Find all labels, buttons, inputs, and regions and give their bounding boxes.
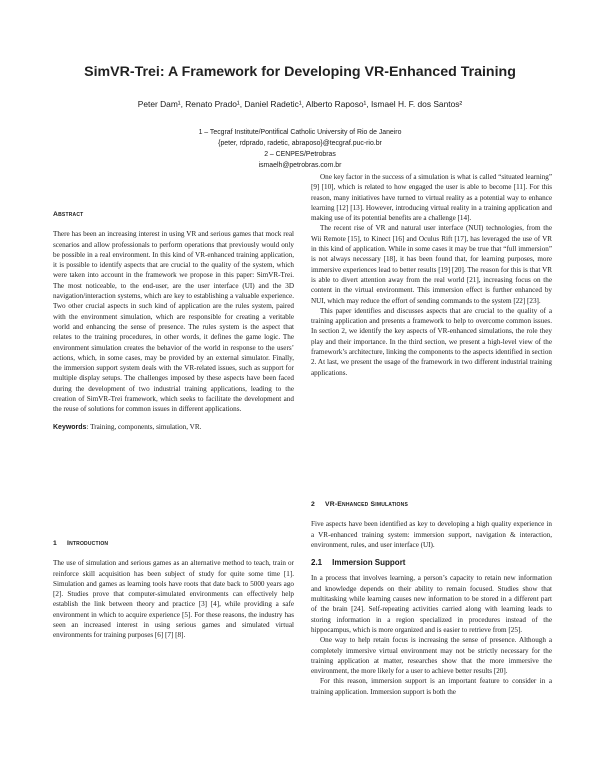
subsection-2-1-heading <box>311 558 552 568</box>
subsection-title: Immersion Support <box>332 558 406 568</box>
introduction-section <box>53 539 294 641</box>
abstract-heading-text: Abstract <box>53 211 84 218</box>
section-number: 2 <box>311 501 315 508</box>
keywords-text: : Training, components, simulation, VR. <box>86 422 202 431</box>
keywords-label: Keywords <box>53 423 87 431</box>
abstract-heading <box>53 210 294 220</box>
affiliation-2-email: ismaelh@petrobras.com.br <box>258 162 342 169</box>
affiliation-1-emails: {peter, rdprado, radetic, abraposo}@tecgraf.puc-rio.br <box>218 140 382 147</box>
introduction-continued <box>311 172 552 378</box>
keywords <box>53 422 294 433</box>
section-number: 1 <box>53 540 57 547</box>
section-title: Introduction <box>66 540 109 547</box>
affiliation-1: 1 – Tecgraf Institute/Pontifical Catholic University of Rio de Janeiro <box>198 129 402 136</box>
section-2-heading <box>311 500 552 510</box>
abstract-text: There has been an increasing interest in using VR and serious games that mock real scenarios and allow professionals to perform operations that previously would only be possible in a real environment. In this kind of VR-enhanced training application, it is possible to identify aspects that are crucial to the quality of the system, which were taken into account in the framework we propose in this paper: SimVR-Trei. The most noticeable, to the end-user, are the user interface (UI) and the 3D navigation/interaction systems, which are key to establishing a valuable experience. Two other crucial aspects in such kind of application are the rules system, paired with the environment simulation, which are responsible for creating a veritable world and enhancing the sense of presence. The rules system is the aspect that relates to the training procedures, in other words, it defines the game logic. The environment simulation creates the behavior of the world in response to the users’ actions, which, in some cases, may be provided by an external simulator. Finally, the immersion support system deals with the VR-related issues, such as support for multiple display setups. The challenges imposed by these aspects have been faced during the development of two industrial training applications, leading to the creation of SimVR-Trei framework, which seeks to facilitate the development and the reuse of solutions for common issues in different applications. <box>53 230 294 414</box>
subsection-number: 2.1 <box>311 558 323 568</box>
introduction-heading <box>53 539 294 549</box>
affiliation-2: 2 – CENPES/Petrobras <box>264 151 336 158</box>
section-title: VR-Enhanced Simulations <box>324 501 408 508</box>
introduction-text: The use of simulation and serious games as an alternative method to teach, train or reinforce skill acquisition has been subject of study for quite some time [1]. Simulation and games as learning tools have roots that date back to 5000 years ago [2]. Studies prove that computer-simulated environments can effectively help establish the link between theory and practice [3] [4], while providing a safe environment in which to acquire experience [5]. For these reasons, the industry has seen an increased interest in using serious games and simulated virtual environments for training purposes [6] [7] [8]. <box>53 559 294 640</box>
paragraph: In a process that involves learning, a person’s capacity to retain new information and knowledge depends on their ability to remain focused. Studies show that multitasking while learning causes new information to be stored in a different part of the brain [24]. Self-repeating activities carried along with learning leads to storing information in a region specialized in procedures instead of the hippocampus, which is more organized and is easier to retrieve from [25]. <box>311 574 552 634</box>
paragraph: One key factor in the success of a simulation is what is called “situated learning” [9] [10], which is related to how engaged the user is able to become [11]. For this reason, many initiatives have turned to virtual reality as a potential way to enhance learning [12] [13]. However, introducing virtual reality in a training application and making use of its potential benefits are a challenge [14]. <box>311 173 552 223</box>
abstract-section <box>53 210 294 433</box>
paragraph: One way to help retain focus is increasing the sense of presence. Although a completely immersive virtual environment may not be strictly necessary for the training application at matter, researches show that the more immersive the environment, the more likely for a user to achieve better results [20]. <box>311 636 552 676</box>
paragraph: For this reason, immersion support is an important feature to consider in a training application. Immersion support is both the <box>311 677 552 696</box>
author-list: Peter Dam¹, Renato Prado¹, Daniel Radetic¹, Alberto Raposo¹, Ismael H. F. dos Santos² <box>137 99 463 109</box>
section-2-text: Five aspects have been identified as key to developing a high quality experience in a VR-enhanced training system: immersion support, navigation & interaction, environment, rules, and user interface (UI). <box>311 520 552 549</box>
section-2 <box>311 500 552 697</box>
paragraph: This paper identifies and discusses aspects that are crucial to the quality of a training application and presents a framework to help to overcome common issues. In section 2, we identify the key aspects of VR-enhanced simulations, the role they play and their importance. In the third section, we present a high-level view of the framework’s architecture, linking the components to the aspects identified in section 2. At last, we present the usage of the framework in two different industrial training applications. <box>311 306 552 377</box>
paper-title: SimVR-Trei: A Framework for Developing VR-Enhanced Training <box>84 64 516 80</box>
affiliations <box>0 127 600 171</box>
paragraph: The recent rise of VR and natural user interface (NUI) technologies, from the Wii Remote [15], to Kinect [16] and Oculus Rift [17], has leveraged the use of VR in this kind of application. While in some cases it may be true that “full immersion” is not always necessary [18], it has been found that, for learning purposes, more immersive experiences lead to better results [19] [20]. The reason for this is that VR is able to divert attention away from the real world [21], increasing focus on the content in the virtual environment. This immersion effect is further enhanced by NUI, which may reduce the effort of sending commands to the system [22] [23]. <box>311 224 552 305</box>
